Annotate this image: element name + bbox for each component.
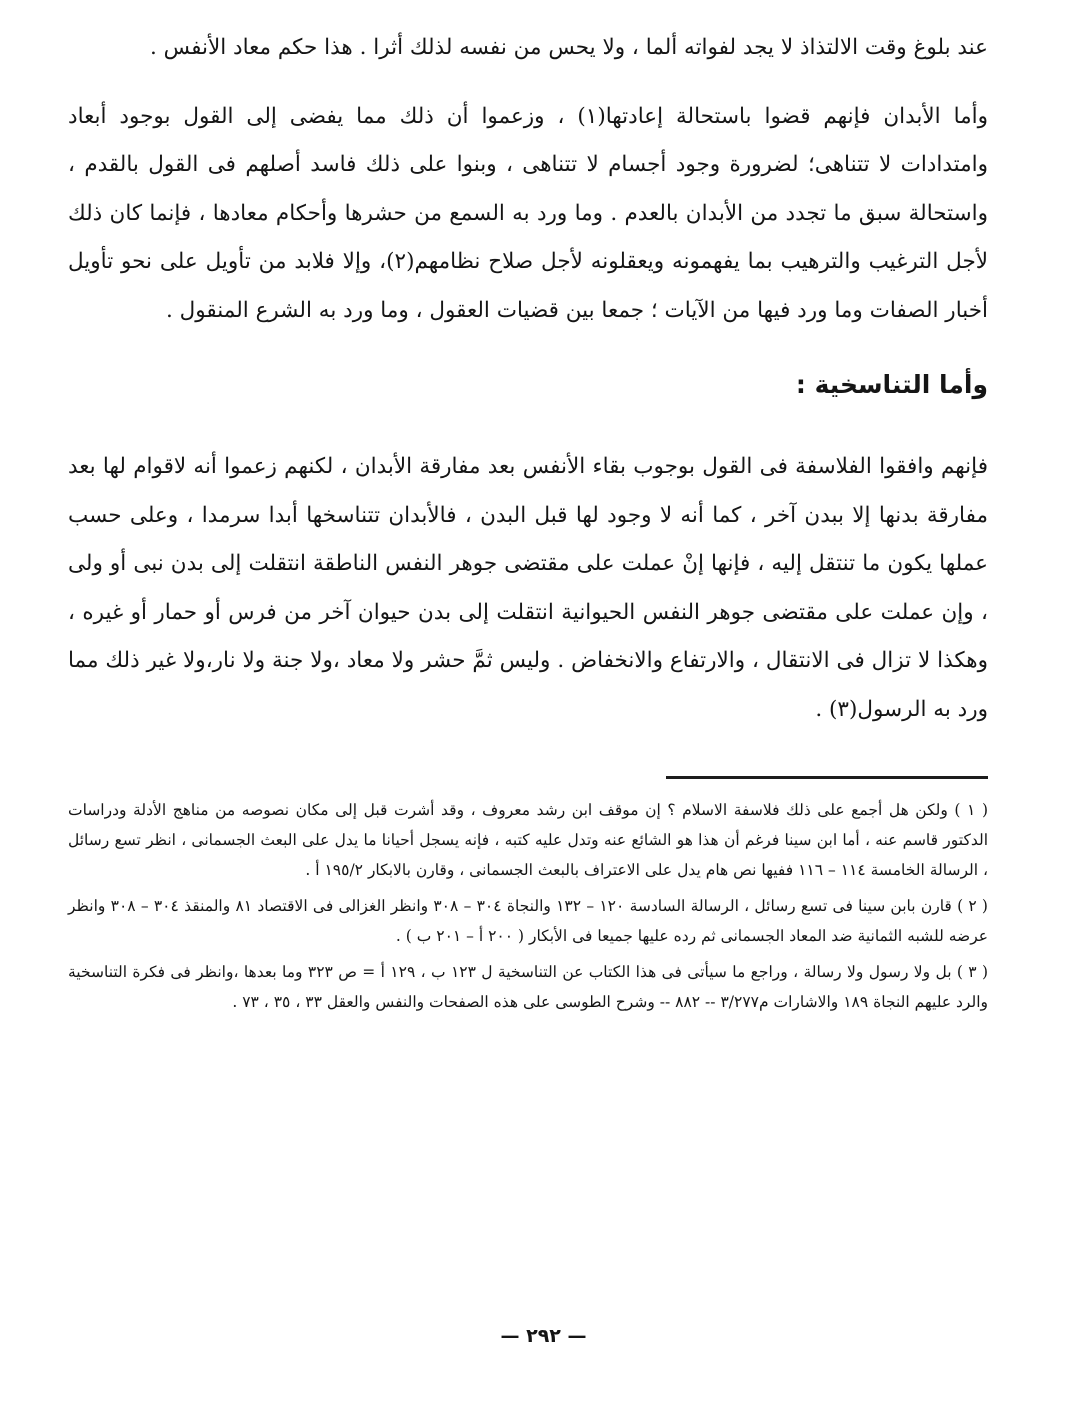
paragraph-transmigration: فإنهم وافقوا الفلاسفة فى القول بوجوب بقاء الأنفس بعد مفارقة الأبدان ، لكنهم زعموا أنه لاقوام لها بعد مفارقة بدنها إلا ببدن آخر ، كما أنه لا وجود لها قبل البدن ، فالأبدان تتناسخها أبدا سرمدا ، وعلى حسب عملها يكون ما تنتقل إليه ، فإنها إنْ عملت على مقتضى جوهر النفس الناطقة انتقلت إلى بدن نبى أو ولى ، وإن عملت على مقتضى جوهر النفس الحيوانية انتقلت إلى بدن حيوان آخر من فرس أو حمار أو غيره ، وهكذا لا تزال فى الانتقال ، والارتفاع والانخفاض . وليس ثمَّ حشر ولا معاد ،ولا جنة ولا نار،ولا غير ذلك مما ورد به الرسول(٣) . (68, 454, 988, 722)
footnote-separator (666, 776, 988, 779)
paragraph-souls-return: عند بلوغ وقت الالتذاذ لا يجد لفواته ألما ، ولا يحس من نفسه لذلك أثرا . هذا حكم معاد الأنفس . (150, 35, 988, 60)
footnote-1: ( ١ ) ولكن هل أجمع على ذلك فلاسفة الاسلام ؟ إن موقف ابن رشد معروف ، وقد أشرت قبل إلى مكان نصوصه من مناهج الأدلة ودراسات الدكتور قاسم عنه ، أما ابن سينا فرغم أن هذا هو الشائع عنه وتدل عليه كتبه ، فإنه يسجل أحيانا ما يدل على البعث الجسمانى ، انظر تسع رسائل ، الرسالة الخامسة ١١٤ – ١١٦ ففيها نص هام يدل على الاعتراف بالبعث الجسمانى ، وقارن بالابكار ١٩٥/٢ أ . (68, 801, 988, 879)
paragraph-bodies-return: وأما الأبدان فإنهم قضوا باستحالة إعادتها(١) ، وزعموا أن ذلك مما يفضى إلى القول بوجود أبعاد وامتدادات لا تتناهى؛ لضرورة وجود أجسام لا تتناهى ، وبنوا على ذلك فاسد أصلهم فى القول بالقدم ، واستحالة سبق ما تجدد من الأبدان بالعدم . وما ورد به السمع من حشرها وأحكام معادها ، فإنما كان ذلك لأجل الترغيب والترهيب بما يفهمونه ويعقلونه لأجل صلاح نظامهم(٢)، وإلا فلابد من تأويل على نحو تأويل أخبار الصفات وما ورد فيها من الآيات ؛ جمعا بين قضيات العقول ، وما ورد به الشرع المنقول . (68, 103, 988, 323)
footnotes (68, 795, 988, 1017)
footnote-2: ( ٢ ) قارن بابن سينا فى تسع رسائل ، الرسالة السادسة ١٢٠ – ١٣٢ والنجاة ٣٠٤ – ٣٠٨ وانظر الغزالى فى الاقتصاد ٨١ والمنقذ ٣٠٤ – ٣٠٨ وانظر عرضه للشبه الثمانية ضد المعاد الجسمانى ثم رده عليها جميعا فى الأبكار ( ٢٠٠ أ – ٢٠١ ب ) . (68, 897, 988, 945)
section-heading: وأما التناسخية : (795, 370, 988, 399)
page-body (68, 24, 988, 1023)
page-number: — ٢٩٢ — (500, 1325, 587, 1347)
footnote-3: ( ٣ ) بل ولا رسول ولا رسالة ، وراجع ما سيأتى فى هذا الكتاب عن التناسخية ل ١٢٣ ب ، ١٢٩ أ = ص ٣٢٣ وما بعدها ،وانظر فى فكرة التناسخية والرد عليهم النجاة ١٨٩ والاشارات م٣/٢٧٧ -- ٨٨٢ -- وشرح الطوسى على هذه الصفحات والنفس والعقل ٣٣ ، ٣٥ ، ٧٣ . (68, 963, 988, 1011)
